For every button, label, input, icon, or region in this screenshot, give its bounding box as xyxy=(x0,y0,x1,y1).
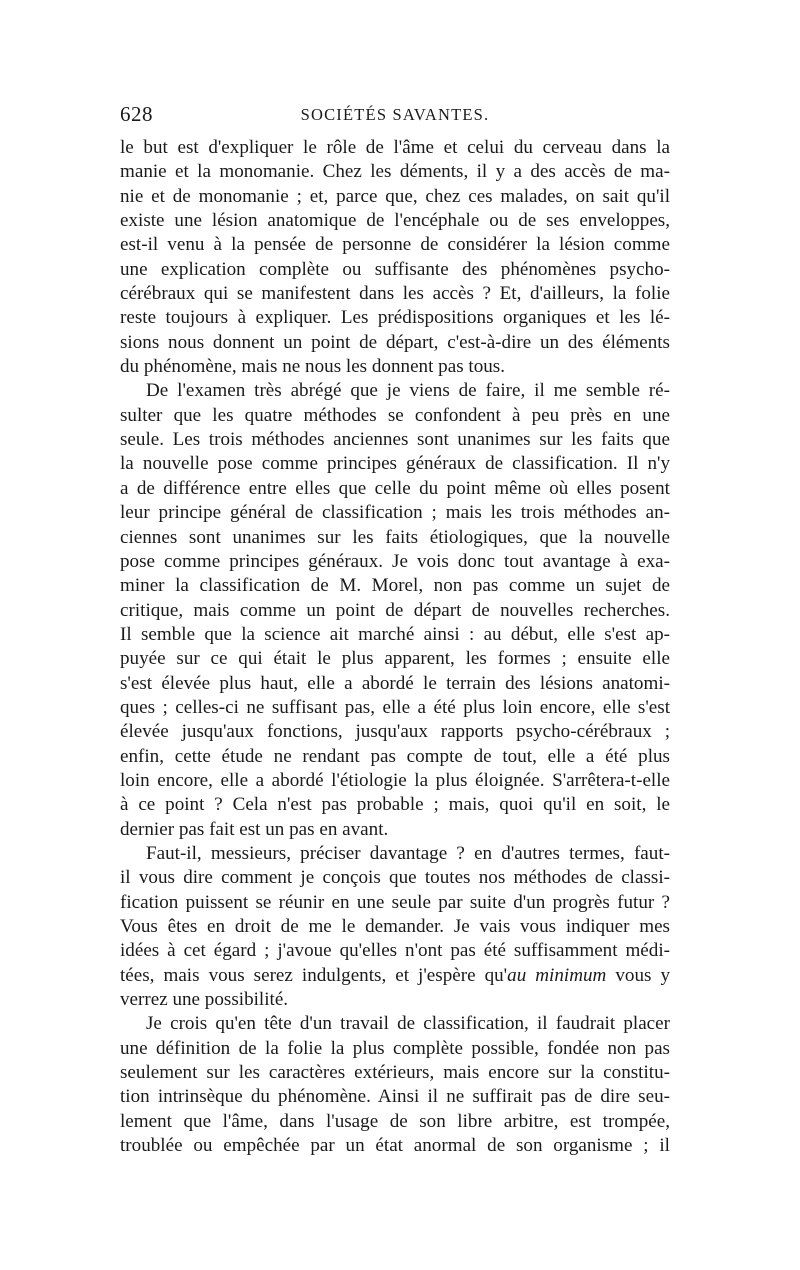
paragraph-start-line: Faut-il, messieurs, préciser davantage ? en d'autres termes, faut- xyxy=(146,842,670,864)
text-line: sions nous donnent un point de départ, c'est-à-dire un des éléments xyxy=(120,331,670,353)
text-line: ciennes sont unanimes sur les faits étiologiques, que la nouvelle xyxy=(120,526,670,548)
page-number: 628 xyxy=(120,102,153,126)
page-header xyxy=(120,98,670,132)
text-line: à ce point ? Cela n'est pas probable ; mais, quoi qu'il en soit, le xyxy=(120,794,670,816)
paragraph-end-line: verrez une possibilité. xyxy=(120,989,289,1011)
text-line: s'est élevée plus haut, elle a abordé le terrain des lésions anatomi- xyxy=(120,672,670,694)
text-line: une définition de la folie la plus complète possible, fondée non pas xyxy=(120,1037,670,1059)
running-head: SOCIÉTÉS SAVANTES. xyxy=(300,105,490,124)
text-line: le but est d'expliquer le rôle de l'âme et celui du cerveau dans la xyxy=(120,137,670,158)
text-line: manie et la monomanie. Chez les déments, il y a des accès de ma- xyxy=(120,161,670,183)
text-line: Il semble que la science ait marché ainsi : au début, elle s'est ap- xyxy=(120,623,670,645)
text-line: enfin, cette étude ne rendant pas compte de tout, elle a été plus xyxy=(120,745,670,767)
italic-latin-phrase: au minimum xyxy=(507,964,607,986)
text-line: cérébraux qui se manifestent dans les accès ? Et, d'ailleurs, la folie xyxy=(120,283,670,305)
text-line: reste toujours à expliquer. Les prédispositions organiques et les lé- xyxy=(120,307,670,329)
text-line: une explication complète ou suffisante des phénomènes psycho- xyxy=(120,258,670,280)
text-line: Vous êtes en droit de me le demander. Je vais vous indiquer mes xyxy=(120,916,670,937)
text-line-with-italic xyxy=(120,964,670,988)
body-text xyxy=(120,136,670,1158)
text-line: fication puissent se réunir en une seule par suite d'un progrès futur ? xyxy=(120,891,670,913)
text-line: puyée sur ce qui était le plus apparent, les formes ; ensuite elle xyxy=(120,648,670,670)
text-line: élevée jusqu'aux fonctions, jusqu'aux rapports psycho-cérébraux ; xyxy=(120,721,670,743)
text-line: seule. Les trois méthodes anciennes sont unanimes sur les faits que xyxy=(120,429,670,451)
paragraph-end-line: dernier pas fait est un pas en avant. xyxy=(120,818,389,840)
text-line: ques ; celles-ci ne suffisant pas, elle a été plus loin encore, elle s'est xyxy=(120,696,670,718)
text-line: sulter que les quatre méthodes se confondent à peu près en une xyxy=(120,404,670,426)
text-line: leur principe général de classification ; mais les trois méthodes an- xyxy=(120,502,670,524)
text-line: lement que l'âme, dans l'usage de son libre arbitre, est trompée, xyxy=(120,1110,670,1132)
text-line: loin encore, elle a abordé l'étiologie la plus éloignée. S'arrêtera-t-elle xyxy=(120,769,670,791)
text-line: la nouvelle pose comme principes généraux de classification. Il n'y xyxy=(120,453,670,475)
text-line: il vous dire comment je conçois que toutes nos méthodes de classi- xyxy=(120,867,670,889)
text-line: seulement sur les caractères extérieurs, mais encore sur la constitu- xyxy=(120,1062,670,1084)
text-segment: tées, mais vous serez indulgents, et j'espère qu' xyxy=(120,964,508,986)
text-line: troublée ou empêchée par un état anormal de son organisme ; il xyxy=(120,1135,670,1157)
text-line: miner la classification de M. Morel, non pas comme un sujet de xyxy=(120,575,670,597)
paragraph-end-line: du phénomène, mais ne nous les donnent pas tous. xyxy=(120,356,505,378)
paragraph-start-line: De l'examen très abrégé que je viens de faire, il me semble ré- xyxy=(146,380,670,402)
text-segment: vous y xyxy=(606,964,670,986)
text-line: a de différence entre elles que celle du point même où elles posent xyxy=(120,477,670,499)
text-line: idées à cet égard ; j'avoue qu'elles n'ont pas été suffisamment médi- xyxy=(120,940,670,962)
text-line: existe une lésion anatomique de l'encéphale ou de ses enveloppes, xyxy=(120,210,670,232)
text-line: pose comme principes généraux. Je vois donc tout avantage à exa- xyxy=(120,550,670,572)
text-line: tion intrinsèque du phénomène. Ainsi il ne suffirait pas de dire seu- xyxy=(120,1086,670,1108)
text-line: est-il venu à la pensée de personne de considérer la lésion comme xyxy=(120,234,670,256)
text-line: nie et de monomanie ; et, parce que, chez ces malades, on sait qu'il xyxy=(120,185,670,207)
paragraph-start-line: Je crois qu'en tête d'un travail de classification, il faudrait placer xyxy=(146,1013,670,1035)
text-line: critique, mais comme un point de départ de nouvelles recherches. xyxy=(120,599,670,621)
